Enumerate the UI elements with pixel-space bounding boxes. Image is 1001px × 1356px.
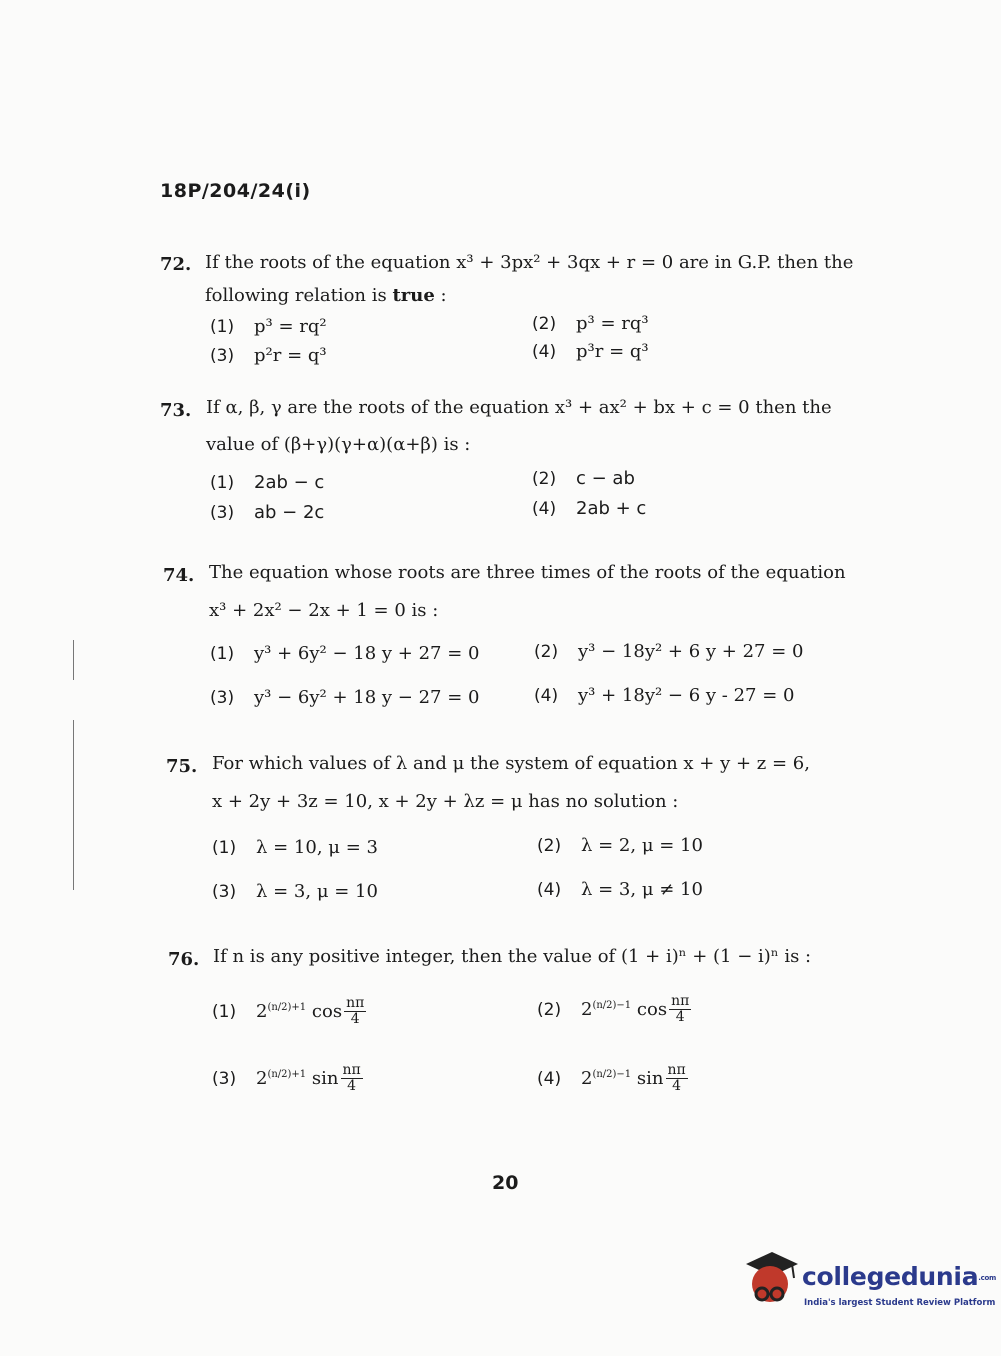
question-text: If the roots of the equation x³ + 3px² + 3qx + r = 0 are in G.P. then the	[205, 252, 854, 273]
question-number: 73.	[160, 400, 192, 421]
paper-code: 18P/204/24(i)	[160, 180, 311, 202]
option-3: (3) p²r = q³	[210, 345, 327, 366]
option-1: (1) 2ab − c	[210, 472, 325, 493]
collegedunia-logo-icon	[742, 1250, 800, 1312]
option-1: (1) y³ + 6y² − 18 y + 27 = 0	[210, 643, 480, 664]
option-3: (3) y³ − 6y² + 18 y − 27 = 0	[210, 687, 480, 708]
question-number: 74.	[163, 565, 195, 586]
question-number: 76.	[168, 949, 200, 970]
option-1: (1) p³ = rq²	[210, 316, 327, 337]
option-2: (2) y³ − 18y² + 6 y + 27 = 0	[534, 641, 804, 662]
margin-line	[73, 640, 74, 680]
option-4: (4) y³ + 18y² − 6 y - 27 = 0	[534, 685, 795, 706]
logo-tagline: India's largest Student Review Platform	[804, 1298, 996, 1308]
question-number: 75.	[166, 756, 198, 777]
question-text: following relation is true :	[205, 285, 447, 306]
logo-text: collegedunia.com	[802, 1262, 996, 1291]
question-text: x³ + 2x² − 2x + 1 = 0 is :	[209, 600, 439, 621]
option-3: (3) $2^{(n/2)+1}$ sin $\frac{n\pi}{4}$	[212, 1062, 361, 1095]
option-3: (3) λ = 3, μ = 10	[212, 881, 378, 902]
margin-line	[73, 720, 74, 890]
option-2: (2) $2^{(n/2)-1}$ cos $\frac{n\pi}{4}$	[537, 993, 690, 1026]
option-2: (2) λ = 2, μ = 10	[537, 835, 703, 856]
option-2: (2) c − ab	[532, 468, 635, 489]
question-text: x + 2y + 3z = 10, x + 2y + λz = μ has no solution :	[212, 791, 679, 812]
question-text: The equation whose roots are three times of the roots of the equation	[209, 562, 846, 583]
page-number: 20	[492, 1172, 519, 1194]
option-1: (1) λ = 10, μ = 3	[212, 837, 378, 858]
option-4: (4) p³r = q³	[532, 341, 649, 362]
option-1: (1) $2^{(n/2)+1}$ cos $\frac{n\pi}{4}$	[212, 995, 365, 1028]
question-text: If α, β, γ are the roots of the equation x³ + ax² + bx + c = 0 then the	[206, 397, 832, 418]
question-number: 72.	[160, 254, 192, 275]
question-text: For which values of λ and μ the system of equation x + y + z = 6,	[212, 753, 810, 774]
option-4: (4) $2^{(n/2)-1}$ sin $\frac{n\pi}{4}$	[537, 1062, 686, 1095]
option-3: (3) ab − 2c	[210, 502, 325, 523]
option-4: (4) 2ab + c	[532, 498, 647, 519]
option-4: (4) λ = 3, μ ≠ 10	[537, 879, 703, 900]
question-text: value of (β+γ)(γ+α)(α+β) is :	[206, 434, 471, 455]
question-text: If n is any positive integer, then the value of (1 + i)ⁿ + (1 − i)ⁿ is :	[213, 946, 812, 967]
option-2: (2) p³ = rq³	[532, 313, 649, 334]
